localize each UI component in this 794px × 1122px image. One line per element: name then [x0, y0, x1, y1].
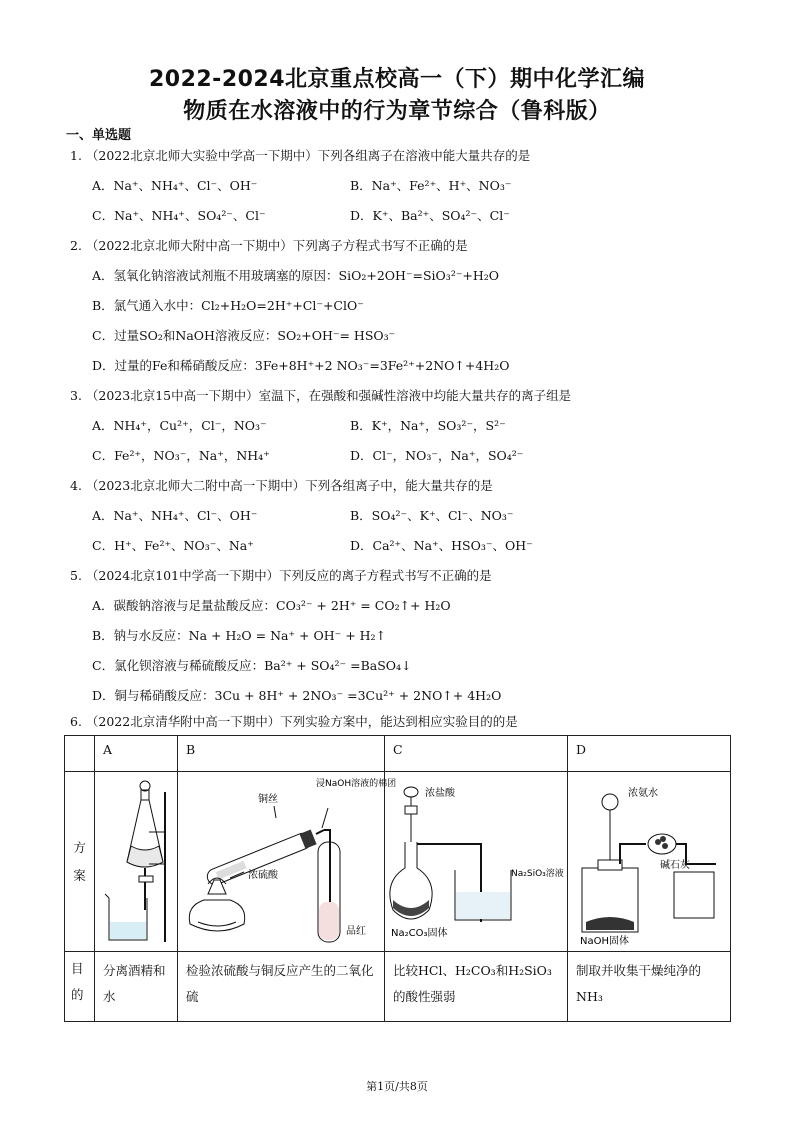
- q5-option-a: A．碳酸钠溶液与足量盐酸反应：CO₃²⁻ + 2H⁺ = CO₂↑+ H₂O: [92, 598, 451, 613]
- q1-option-b: B．Na⁺、Fe²⁺、H⁺、NO₃⁻: [350, 178, 512, 193]
- question-5-stem: 5. （2024北京101中学高一下期中）下列反应的离子方程式书写不正确的是: [70, 568, 492, 583]
- purpose-d: 制取并收集干燥纯净的NH₃: [568, 952, 731, 1022]
- label-fuchsine: 品红: [346, 926, 366, 937]
- q4-option-c: C．H⁺、Fe²⁺、NO₃⁻、Na⁺: [92, 538, 254, 553]
- title-line-2: 物质在水溶液中的行为章节综合（鲁科版）: [183, 99, 611, 124]
- col-header-b: B: [178, 736, 385, 772]
- col-header-d: D: [568, 736, 731, 772]
- table-row-purpose: [65, 952, 731, 1022]
- q4-option-d: D．Ca²⁺、Na⁺、HSO₃⁻、OH⁻: [350, 538, 533, 553]
- q2-option-d: D．过量的Fe和稀硝酸反应：3Fe+8H⁺+2 NO₃⁻=3Fe²⁺+2NO↑+4H₂O: [92, 358, 510, 373]
- diagram-b-cell: [178, 772, 397, 952]
- q2-option-a: A．氢氧化钠溶液试剂瓶不用玻璃塞的原因：SiO₂+2OH⁻=SiO₃²⁻+H₂O: [92, 268, 500, 283]
- label-conc-sulfuric: 浓硫酸: [248, 870, 278, 881]
- q5-option-c: C．氯化钡溶液与稀硫酸反应：Ba²⁺ + SO₄²⁻ =BaSO₄↓: [92, 658, 412, 673]
- diagram-d-cell: [568, 772, 731, 952]
- experiment-table: [64, 735, 731, 1022]
- ammonia-preparation-diagram: [568, 772, 730, 948]
- q3-option-a: A．NH₄⁺，Cu²⁺，Cl⁻，NO₃⁻: [92, 418, 267, 433]
- section-heading: 一、单选题: [66, 128, 132, 143]
- label-naoh-cotton: 浸NaOH溶液的棉团: [316, 779, 397, 789]
- label-conc-ammonia: 浓氨水: [628, 788, 658, 799]
- row-label-purpose: 目的: [65, 952, 95, 1022]
- title-line-1: 2022-2024北京重点校高一（下）期中化学汇编: [148, 67, 646, 92]
- question-6-stem: 6. （2022北京清华附中高一下期中）下列实验方案中，能达到相应实验目的的是: [70, 714, 518, 729]
- label-na2sio3: Na₂SiO₃溶液: [511, 869, 564, 879]
- col-header-c: C: [385, 736, 568, 772]
- label-soda-lime: 碱石灰: [660, 860, 690, 871]
- purpose-a: 分离酒精和水: [95, 952, 178, 1022]
- q1-option-a: A．Na⁺、NH₄⁺、Cl⁻、OH⁻: [92, 178, 258, 193]
- q2-option-c: C．过量SO₂和NaOH溶液反应：SO₂+OH⁻= HSO₃⁻: [92, 328, 396, 343]
- diagram-a-cell: [95, 772, 178, 952]
- question-3-stem: 3. （2023北京15中高一下期中）室温下，在强酸和强碱性溶液中均能大量共存的离子组是: [70, 388, 572, 403]
- q3-option-b: B．K⁺，Na⁺，SO₃²⁻，S²⁻: [350, 418, 506, 433]
- question-2-stem: 2. （2022北京北师大附中高一下期中）下列离子方程式书写不正确的是: [70, 238, 468, 253]
- question-1-stem: 1. （2022北京北师大实验中学高一下期中）下列各组离子在溶液中能大量共存的是: [70, 148, 531, 163]
- table-header-row: [65, 736, 731, 772]
- q5-option-d: D．铜与稀硝酸反应：3Cu + 8H⁺ + 2NO₃⁻ =3Cu²⁺ + 2NO↑+ 4H₂O: [92, 688, 502, 703]
- purpose-b: 检验浓硫酸与铜反应产生的二氧化硫: [178, 952, 385, 1022]
- row-label-scheme: 方案: [65, 772, 95, 952]
- label-conc-hcl: 浓盐酸: [425, 788, 455, 799]
- table-row-scheme: [65, 772, 731, 952]
- diagram-c-cell: [385, 772, 568, 952]
- q4-option-a: A．Na⁺、NH₄⁺、Cl⁻、OH⁻: [92, 508, 258, 523]
- q2-option-b: B．氯气通入水中：Cl₂+H₂O=2H⁺+Cl⁻+ClO⁻: [92, 298, 364, 313]
- label-copper-wire: 铜丝: [258, 794, 278, 805]
- label-naoh-solid: NaOH固体: [580, 936, 629, 947]
- q1-option-c: C．Na⁺、NH₄⁺、SO₄²⁻、Cl⁻: [92, 208, 266, 223]
- page-footer: 第1页/共8页: [366, 1080, 428, 1093]
- label-na2co3-solid: Na₂CO₃固体: [391, 928, 448, 939]
- q1-option-d: D．K⁺、Ba²⁺、SO₄²⁻、Cl⁻: [350, 208, 510, 223]
- separatory-funnel-diagram: [95, 772, 177, 948]
- copper-sulfuric-acid-diagram: [178, 772, 397, 948]
- q3-option-c: C．Fe²⁺，NO₃⁻，Na⁺，NH₄⁺: [92, 448, 270, 463]
- acid-strength-diagram: [385, 772, 567, 948]
- q5-option-b: B．钠与水反应：Na + H₂O = Na⁺ + OH⁻ + H₂↑: [92, 628, 387, 643]
- table-corner: [65, 736, 95, 772]
- question-4-stem: 4. （2023北京北师大二附中高一下期中）下列各组离子中，能大量共存的是: [70, 478, 493, 493]
- purpose-c: 比较HCl、H₂CO₃和H₂SiO₃的酸性强弱: [385, 952, 568, 1022]
- col-header-a: A: [95, 736, 178, 772]
- q4-option-b: B．SO₄²⁻、K⁺、Cl⁻、NO₃⁻: [350, 508, 514, 523]
- q3-option-d: D．Cl⁻，NO₃⁻，Na⁺，SO₄²⁻: [350, 448, 524, 463]
